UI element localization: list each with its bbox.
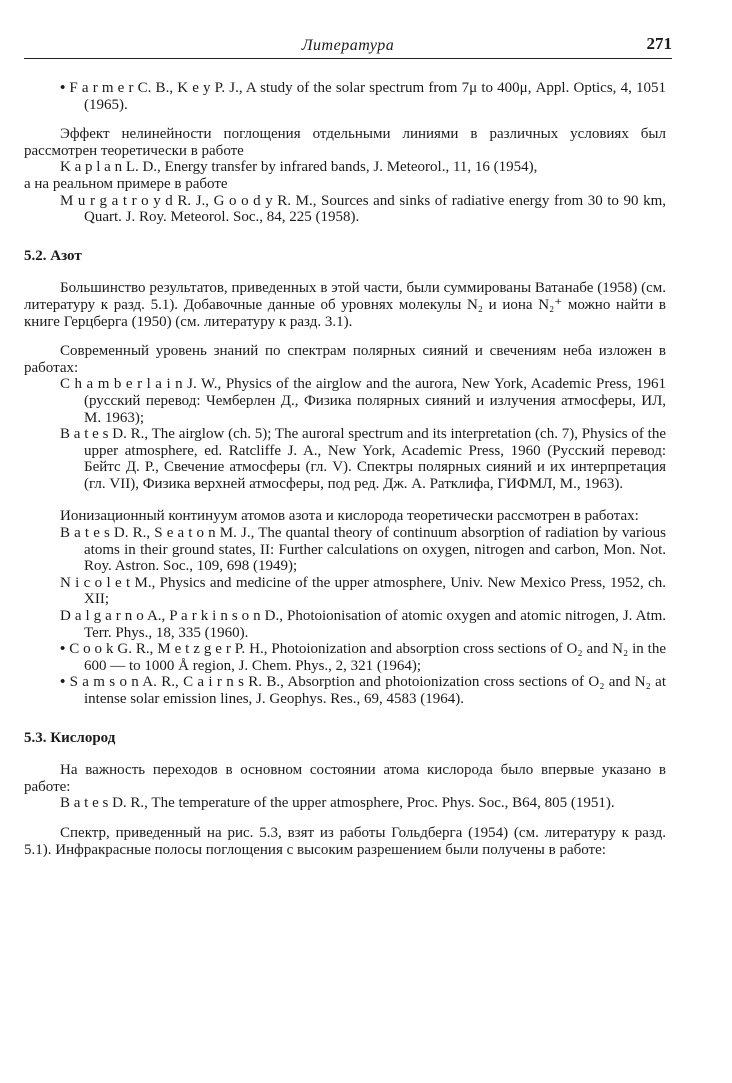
spacer — [24, 746, 666, 762]
reference-entry — [24, 159, 666, 176]
section-heading: 5.3. Кислород — [24, 729, 116, 746]
reference-entry — [24, 674, 666, 707]
paragraph: Современный уровень знаний по спектрам полярных сияний и свечениям неба изложен в работах: — [24, 343, 666, 376]
reference-text: The airglow (ch. 5); The auroral spectrum and its interpretation (ch. 7), Physics of the upper atmosphere, ed. Ratcliffe J. A., New York, Academic Press, 1960 (Русский перевод: Бейтс Д. Р., Свечение атмосферы (гл. V). Спектры полярных сияний и их интерпретация (гл. VII), Физика верхней атмосферы, под ред. Дж. А. Ратклифа, ГИФМЛ, М., 1963). — [84, 426, 666, 492]
reference-marker: • — [60, 674, 70, 691]
reference-text: Sources and sinks of radiative energy from 30 to 90 km, Quart. J. Roy. Meteorol. Soc., 84, 225 (1958). — [84, 192, 666, 226]
reference-text: Energy transfer by infrared bands, J. Meteorol., 11, 16 (1954), — [160, 159, 538, 176]
spacer — [24, 264, 666, 280]
reference-entry — [24, 641, 666, 674]
reference-author: B a t e s D. R., — [60, 426, 149, 443]
reference-text: The temperature of the upper atmosphere, Proc. Phys. Soc., B64, 805 (1951). — [147, 795, 615, 812]
reference-author: B a t e s D. R., — [60, 795, 148, 812]
reference-text: A study of the solar spectrum from 7μ to 400μ, Appl. Optics, 4, 1051 (1965). — [84, 80, 666, 113]
spacer — [24, 113, 666, 126]
reference-entry — [24, 426, 666, 492]
reference-author: C o o k G. R., M e t z g e r P. H., — [69, 641, 268, 658]
spacer — [24, 226, 666, 248]
reference-text: Photoionisation of atomic oxygen and atomic nitrogen, J. Atm. Terr. Phys., 18, 335 (1960). — [84, 608, 666, 641]
paragraph: Спектр, приведенный на рис. 5.3, взят из работы Гольдберга (1954) (см. литературу к разд. 5.1). Инфракрасные полосы поглощения с высоким разрешением были получены в работе: — [24, 824, 666, 858]
reference-author: S a m s o n A. R., C a i r n s R. B., — [69, 674, 284, 691]
reference-text: Absorption and photoionization cross sections of O₂ and N₂ at intense solar emission lines, J. Geophys. Res., 69, 4583 (1964). — [84, 674, 666, 707]
spacer — [24, 812, 666, 825]
reference-author: D a l g a r n o A., P a r k i n s o n D., — [60, 608, 283, 625]
reference-entry — [24, 80, 666, 113]
spacer — [24, 708, 666, 730]
paragraph: На важность переходов в основном состоянии атома кислорода было впервые указано в работе: — [24, 762, 666, 795]
reference-text: Physics of the airglow and the aurora, New York, Academic Press, 1961 (русский перевод: Чемберлен Д., Физика полярных сияний и излучения атмосферы, ИЛ, М. 1963); — [84, 376, 666, 426]
reference-text: Photoionization and absorption cross sections of O₂ and N₂ in the 600 — to 1000 Å region, J. Chem. Phys., 2, 321 (1964); — [84, 641, 667, 674]
reference-author: K a p l a n L. D., — [60, 159, 161, 176]
header-title: Литература — [301, 37, 395, 54]
reference-author: F a r m e r C. B., K e y P. J., — [69, 80, 243, 96]
reference-entry — [24, 608, 666, 641]
paragraph-continuation: а на реальном примере в работе — [24, 175, 228, 192]
reference-author: C h a m b e r l a i n J. W., — [60, 376, 222, 393]
reference-entry — [24, 193, 666, 226]
section-heading: 5.2. Азот — [24, 247, 82, 264]
reference-author: B a t e s D. R., S e a t o n M. J., — [60, 525, 255, 542]
paragraph: Эффект нелинейности поглощения отдельными линиями в различных условиях был рассмотрен теоретически в работе — [24, 126, 666, 159]
paragraph: Ионизационный континуум атомов азота и кислорода теоретически рассмотрен в работах: — [60, 508, 639, 525]
spacer — [24, 330, 666, 343]
header-rule — [24, 58, 672, 59]
paragraph: Большинство результатов, приведенных в этой части, были суммированы Ватанабе (1958) (см. литературу к разд. 5.1). Добавочные данные об уровнях молекулы N₂ и иона N₂⁺ можно найти в книге Герцберга (1950) (см. литературу к разд. 3.1). — [24, 280, 666, 330]
reference-entry — [24, 525, 666, 575]
page-body — [24, 80, 666, 858]
reference-marker: • — [60, 641, 70, 658]
running-header — [24, 36, 672, 58]
reference-marker: • — [60, 80, 70, 96]
reference-entry — [24, 376, 666, 426]
reference-author: N i c o l e t M., — [60, 574, 156, 591]
spacer — [24, 492, 666, 508]
reference-text: The quantal theory of continuum absorption of radiation by various atoms in their ground states, II: Further calculations on oxygen, nitrogen and carbon, Mon. Not. Roy. Astron. Soc., 109, 698 (1949); — [84, 525, 667, 575]
page-number: 271 — [646, 34, 672, 53]
reference-entry — [24, 575, 666, 608]
reference-entry — [24, 795, 666, 812]
reference-author: M u r g a t r o y d R. J., G o o d y R. M., — [60, 192, 317, 209]
reference-text: Physics and medicine of the upper atmosphere, Univ. New Mexico Press, 1952, ch. XII; — [84, 574, 666, 608]
